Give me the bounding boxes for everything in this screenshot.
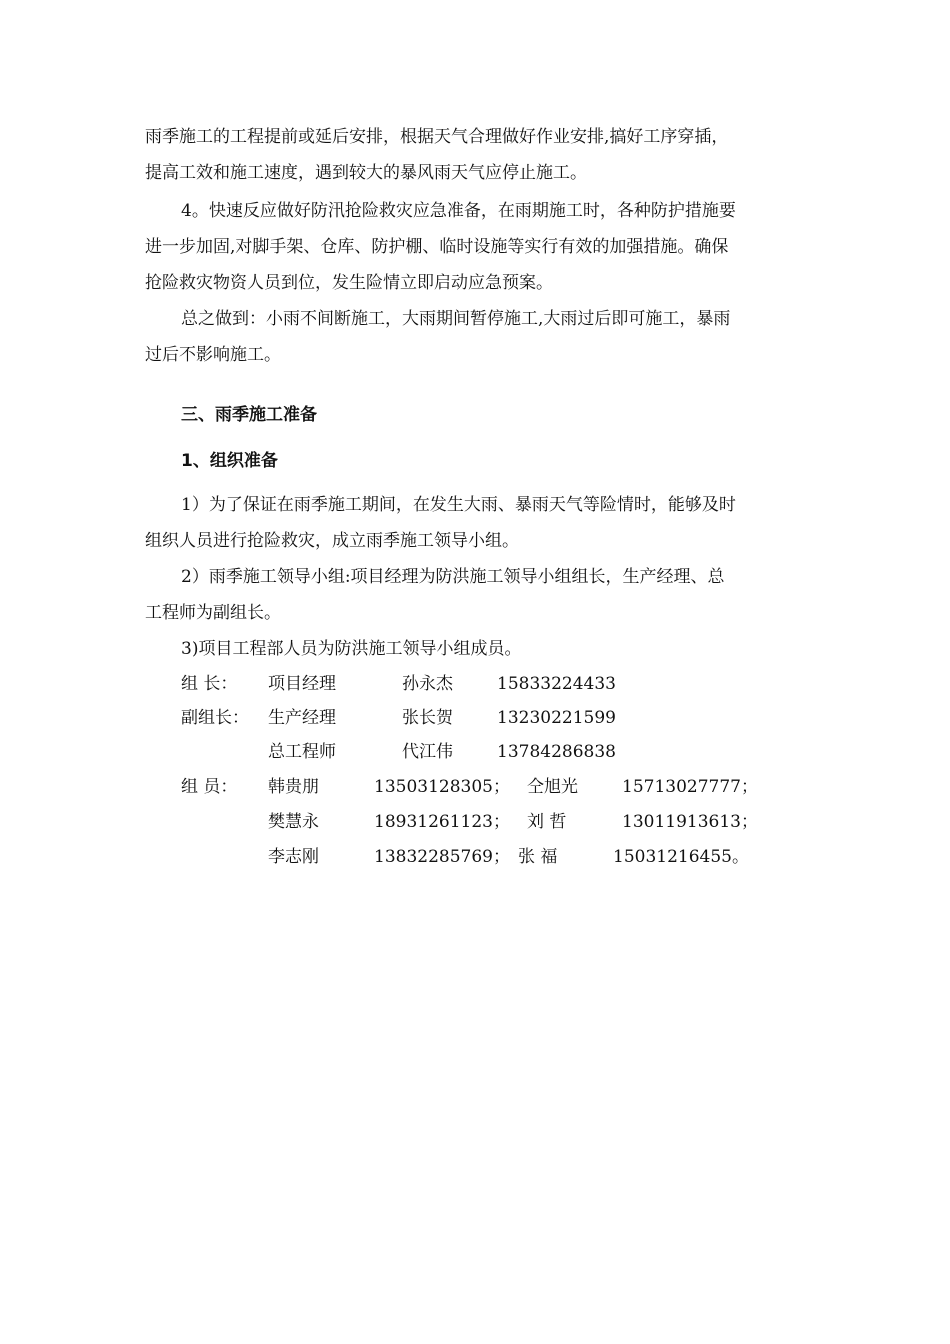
org-paragraph-line: 组织人员进行抢险救灾，成立雨季施工领导小组。 (145, 531, 519, 551)
org-paragraph-line: 2）雨季施工领导小组:项目经理为防洪施工领导小组组长，生产经理、总 (181, 567, 725, 587)
leader-title: 生产经理 (268, 708, 336, 728)
member-name: 李志刚 (268, 847, 319, 867)
members-label: 组 员： (181, 777, 238, 797)
paragraph-line: 提高工效和施工速度，遇到较大的暴风雨天气应停止施工。 (145, 163, 587, 183)
leader-row (0, 741, 950, 765)
paragraph-line: 进一步加固,对脚手架、仓库、防护棚、临时设施等实行有效的加强措施。确保 (145, 237, 729, 257)
paragraph-line: 总之做到：小雨不间断施工，大雨期间暂停施工,大雨过后即可施工，暴雨 (181, 309, 731, 329)
paragraph-line: 过后不影响施工。 (145, 345, 281, 365)
member-phone: 18931261123； (374, 812, 510, 832)
member-name: 仝旭光 (527, 777, 578, 797)
member-phone: 15031216455。 (613, 847, 749, 867)
leader-phone: 15833224433 (497, 674, 616, 694)
member-phone: 13503128305； (374, 777, 510, 797)
leader-phone: 13230221599 (497, 708, 616, 728)
leader-name: 孙永杰 (402, 674, 453, 694)
member-row (0, 846, 950, 870)
leader-name: 张长贺 (402, 708, 453, 728)
leader-row (0, 673, 950, 697)
subsection-title: 1、组织准备 (181, 451, 278, 471)
member-row (0, 776, 950, 800)
org-paragraph-line: 工程师为副组长。 (145, 603, 281, 623)
leader-role: 副组长： (181, 708, 249, 728)
leader-phone: 13784286838 (497, 742, 616, 762)
member-phone: 13011913613； (622, 812, 758, 832)
paragraph-line: 雨季施工的工程提前或延后安排，根据天气合理做好作业安排,搞好工序穿插， (145, 127, 729, 147)
org-paragraph-line: 3)项目工程部人员为防洪施工领导小组成员。 (181, 639, 522, 659)
member-name: 韩贵朋 (268, 777, 319, 797)
member-name: 樊慧永 (268, 812, 319, 832)
leader-title: 总工程师 (268, 742, 336, 762)
section-title: 三、雨季施工准备 (181, 405, 317, 425)
leader-name: 代江伟 (402, 742, 453, 762)
paragraph-line: 4。快速反应做好防汛抢险救灾应急准备，在雨期施工时，各种防护措施要 (181, 201, 736, 221)
leader-title: 项目经理 (268, 674, 336, 694)
leader-role: 组 长： (181, 674, 238, 694)
member-name: 张 福 (518, 847, 558, 867)
org-paragraph-line: 1）为了保证在雨季施工期间，在发生大雨、暴雨天气等险情时，能够及时 (181, 495, 736, 515)
member-row (0, 811, 950, 835)
paragraph-line: 抢险救灾物资人员到位，发生险情立即启动应急预案。 (145, 273, 553, 293)
member-phone: 15713027777； (622, 777, 758, 797)
member-name: 刘 哲 (527, 812, 567, 832)
member-phone: 13832285769； (374, 847, 510, 867)
leader-row (0, 707, 950, 731)
